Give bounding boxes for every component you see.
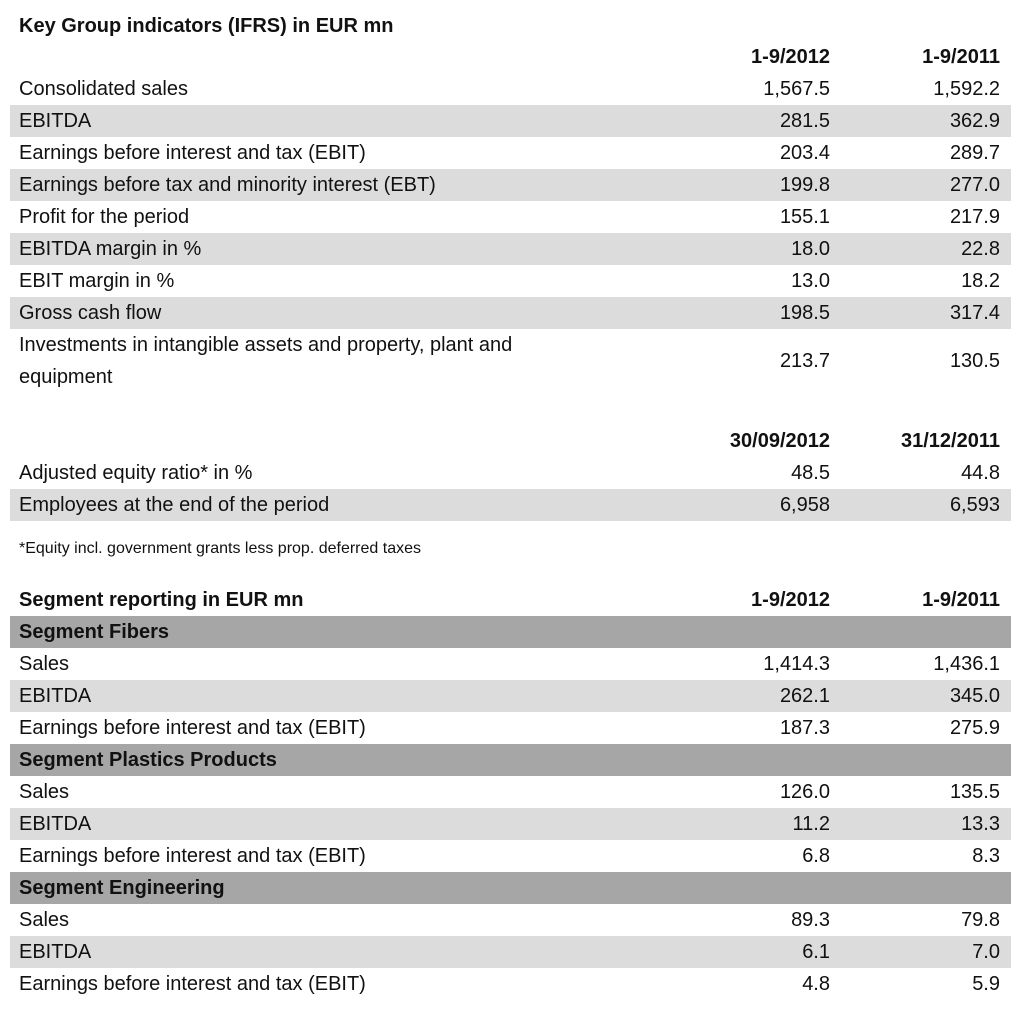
row-label: Earnings before interest and tax (EBIT) <box>19 973 366 995</box>
value-2011: 217.9 <box>949 206 1000 228</box>
row-label: Employees at the end of the period <box>19 494 330 516</box>
column-header-2011: 1-9/2011 <box>922 46 1000 68</box>
segment-group-header <box>10 616 1011 648</box>
row-label: Adjusted equity ratio* in % <box>19 462 253 484</box>
value-2012: 6,958 <box>779 494 830 516</box>
value-2012: 199.8 <box>779 174 830 196</box>
value-2012: 6.1 <box>802 941 830 963</box>
value-2012: 155.1 <box>779 206 830 228</box>
value-2012: 213.7 <box>779 350 830 372</box>
table-row <box>10 489 1011 521</box>
row-label: Earnings before tax and minority interest (EBT) <box>19 174 436 196</box>
value-2012: 1,414.3 <box>763 653 830 675</box>
value-2012: 187.3 <box>779 717 830 739</box>
value-2012: 126.0 <box>779 781 830 803</box>
value-2011: 345.0 <box>949 685 1000 707</box>
table-row <box>10 105 1011 137</box>
row-label: EBITDA margin in % <box>19 238 202 260</box>
table-row <box>10 297 1011 329</box>
table-row <box>10 169 1011 201</box>
value-2011: 8.3 <box>972 845 1000 867</box>
value-2011: 362.9 <box>949 110 1000 132</box>
segment-reporting-title: Segment reporting in EUR mn <box>19 589 304 611</box>
row-label: Investments in intangible assets and property, plant and equipment <box>19 334 513 388</box>
column-header-2011: 1-9/2011 <box>922 589 1000 611</box>
balance-header-row <box>10 425 1011 457</box>
table-row <box>10 457 1011 489</box>
value-2011: 22.8 <box>961 238 1000 260</box>
row-label: Consolidated sales <box>19 78 188 100</box>
value-2012: 6.8 <box>802 845 830 867</box>
value-2011: 130.5 <box>949 350 1000 372</box>
column-header-30-09-2012: 30/09/2012 <box>729 430 830 452</box>
column-header-2012: 1-9/2012 <box>751 46 830 68</box>
value-2012: 281.5 <box>779 110 830 132</box>
row-label: EBITDA <box>19 110 92 132</box>
value-2012: 262.1 <box>779 685 830 707</box>
row-label: Earnings before interest and tax (EBIT) <box>19 845 366 867</box>
table-row <box>10 776 1011 808</box>
table-row <box>10 808 1011 840</box>
table-row <box>10 265 1011 297</box>
row-label: Sales <box>19 781 70 803</box>
value-2011: 1,436.1 <box>933 653 1000 675</box>
row-label: EBITDA <box>19 941 92 963</box>
row-label: Sales <box>19 909 70 931</box>
key-indicators-title: Key Group indicators (IFRS) in EUR mn <box>19 15 394 37</box>
segment-group-header <box>10 872 1011 904</box>
segment-name: Segment Engineering <box>19 877 225 899</box>
table-row <box>10 137 1011 169</box>
value-2012: 198.5 <box>779 302 830 324</box>
table-row <box>10 936 1011 968</box>
table-row <box>10 840 1011 872</box>
table-row <box>10 233 1011 265</box>
value-2012: 11.2 <box>792 813 830 835</box>
table-row <box>10 73 1011 105</box>
value-2012: 203.4 <box>779 142 830 164</box>
value-2011: 289.7 <box>949 142 1000 164</box>
value-2011: 135.5 <box>949 781 1000 803</box>
segment-group-header <box>10 744 1011 776</box>
value-2012: 1,567.5 <box>763 78 830 100</box>
value-2011: 275.9 <box>949 717 1000 739</box>
footnote: *Equity incl. government grants less prop. deferred taxes <box>19 540 421 557</box>
segment-name: Segment Plastics Products <box>19 749 277 771</box>
value-2011: 277.0 <box>949 174 1000 196</box>
segment-header-row <box>10 584 1011 616</box>
row-label: EBITDA <box>19 685 92 707</box>
column-header-2012: 1-9/2012 <box>751 589 830 611</box>
value-2011: 6,593 <box>949 494 1000 516</box>
value-2011: 13.3 <box>961 813 1000 835</box>
row-label: Profit for the period <box>19 206 190 228</box>
column-header-31-12-2011: 31/12/2011 <box>901 430 1000 452</box>
value-2011: 5.9 <box>972 973 1000 995</box>
table-row <box>10 201 1011 233</box>
table-row <box>10 712 1011 744</box>
value-2011: 18.2 <box>961 270 1000 292</box>
value-2012: 48.5 <box>791 462 830 484</box>
value-2012: 18.0 <box>791 238 830 260</box>
table-row <box>10 968 1011 1000</box>
value-2011: 79.8 <box>961 909 1000 931</box>
table-row <box>10 680 1011 712</box>
row-label: EBITDA <box>19 813 92 835</box>
table-row <box>10 648 1011 680</box>
segment-name: Segment Fibers <box>19 621 170 643</box>
row-label: Earnings before interest and tax (EBIT) <box>19 717 366 739</box>
table-row <box>10 329 1011 393</box>
value-2011: 44.8 <box>961 462 1000 484</box>
value-2012: 13.0 <box>791 270 830 292</box>
row-label: EBIT margin in % <box>19 270 175 292</box>
key-indicators-header-row <box>10 41 1011 73</box>
row-label: Earnings before interest and tax (EBIT) <box>19 142 366 164</box>
value-2012: 4.8 <box>802 973 830 995</box>
value-2012: 89.3 <box>791 909 830 931</box>
value-2011: 1,592.2 <box>933 78 1000 100</box>
row-label: Sales <box>19 653 70 675</box>
table-row <box>10 904 1011 936</box>
row-label: Gross cash flow <box>19 302 162 324</box>
value-2011: 7.0 <box>972 941 1000 963</box>
value-2011: 317.4 <box>949 302 1000 324</box>
